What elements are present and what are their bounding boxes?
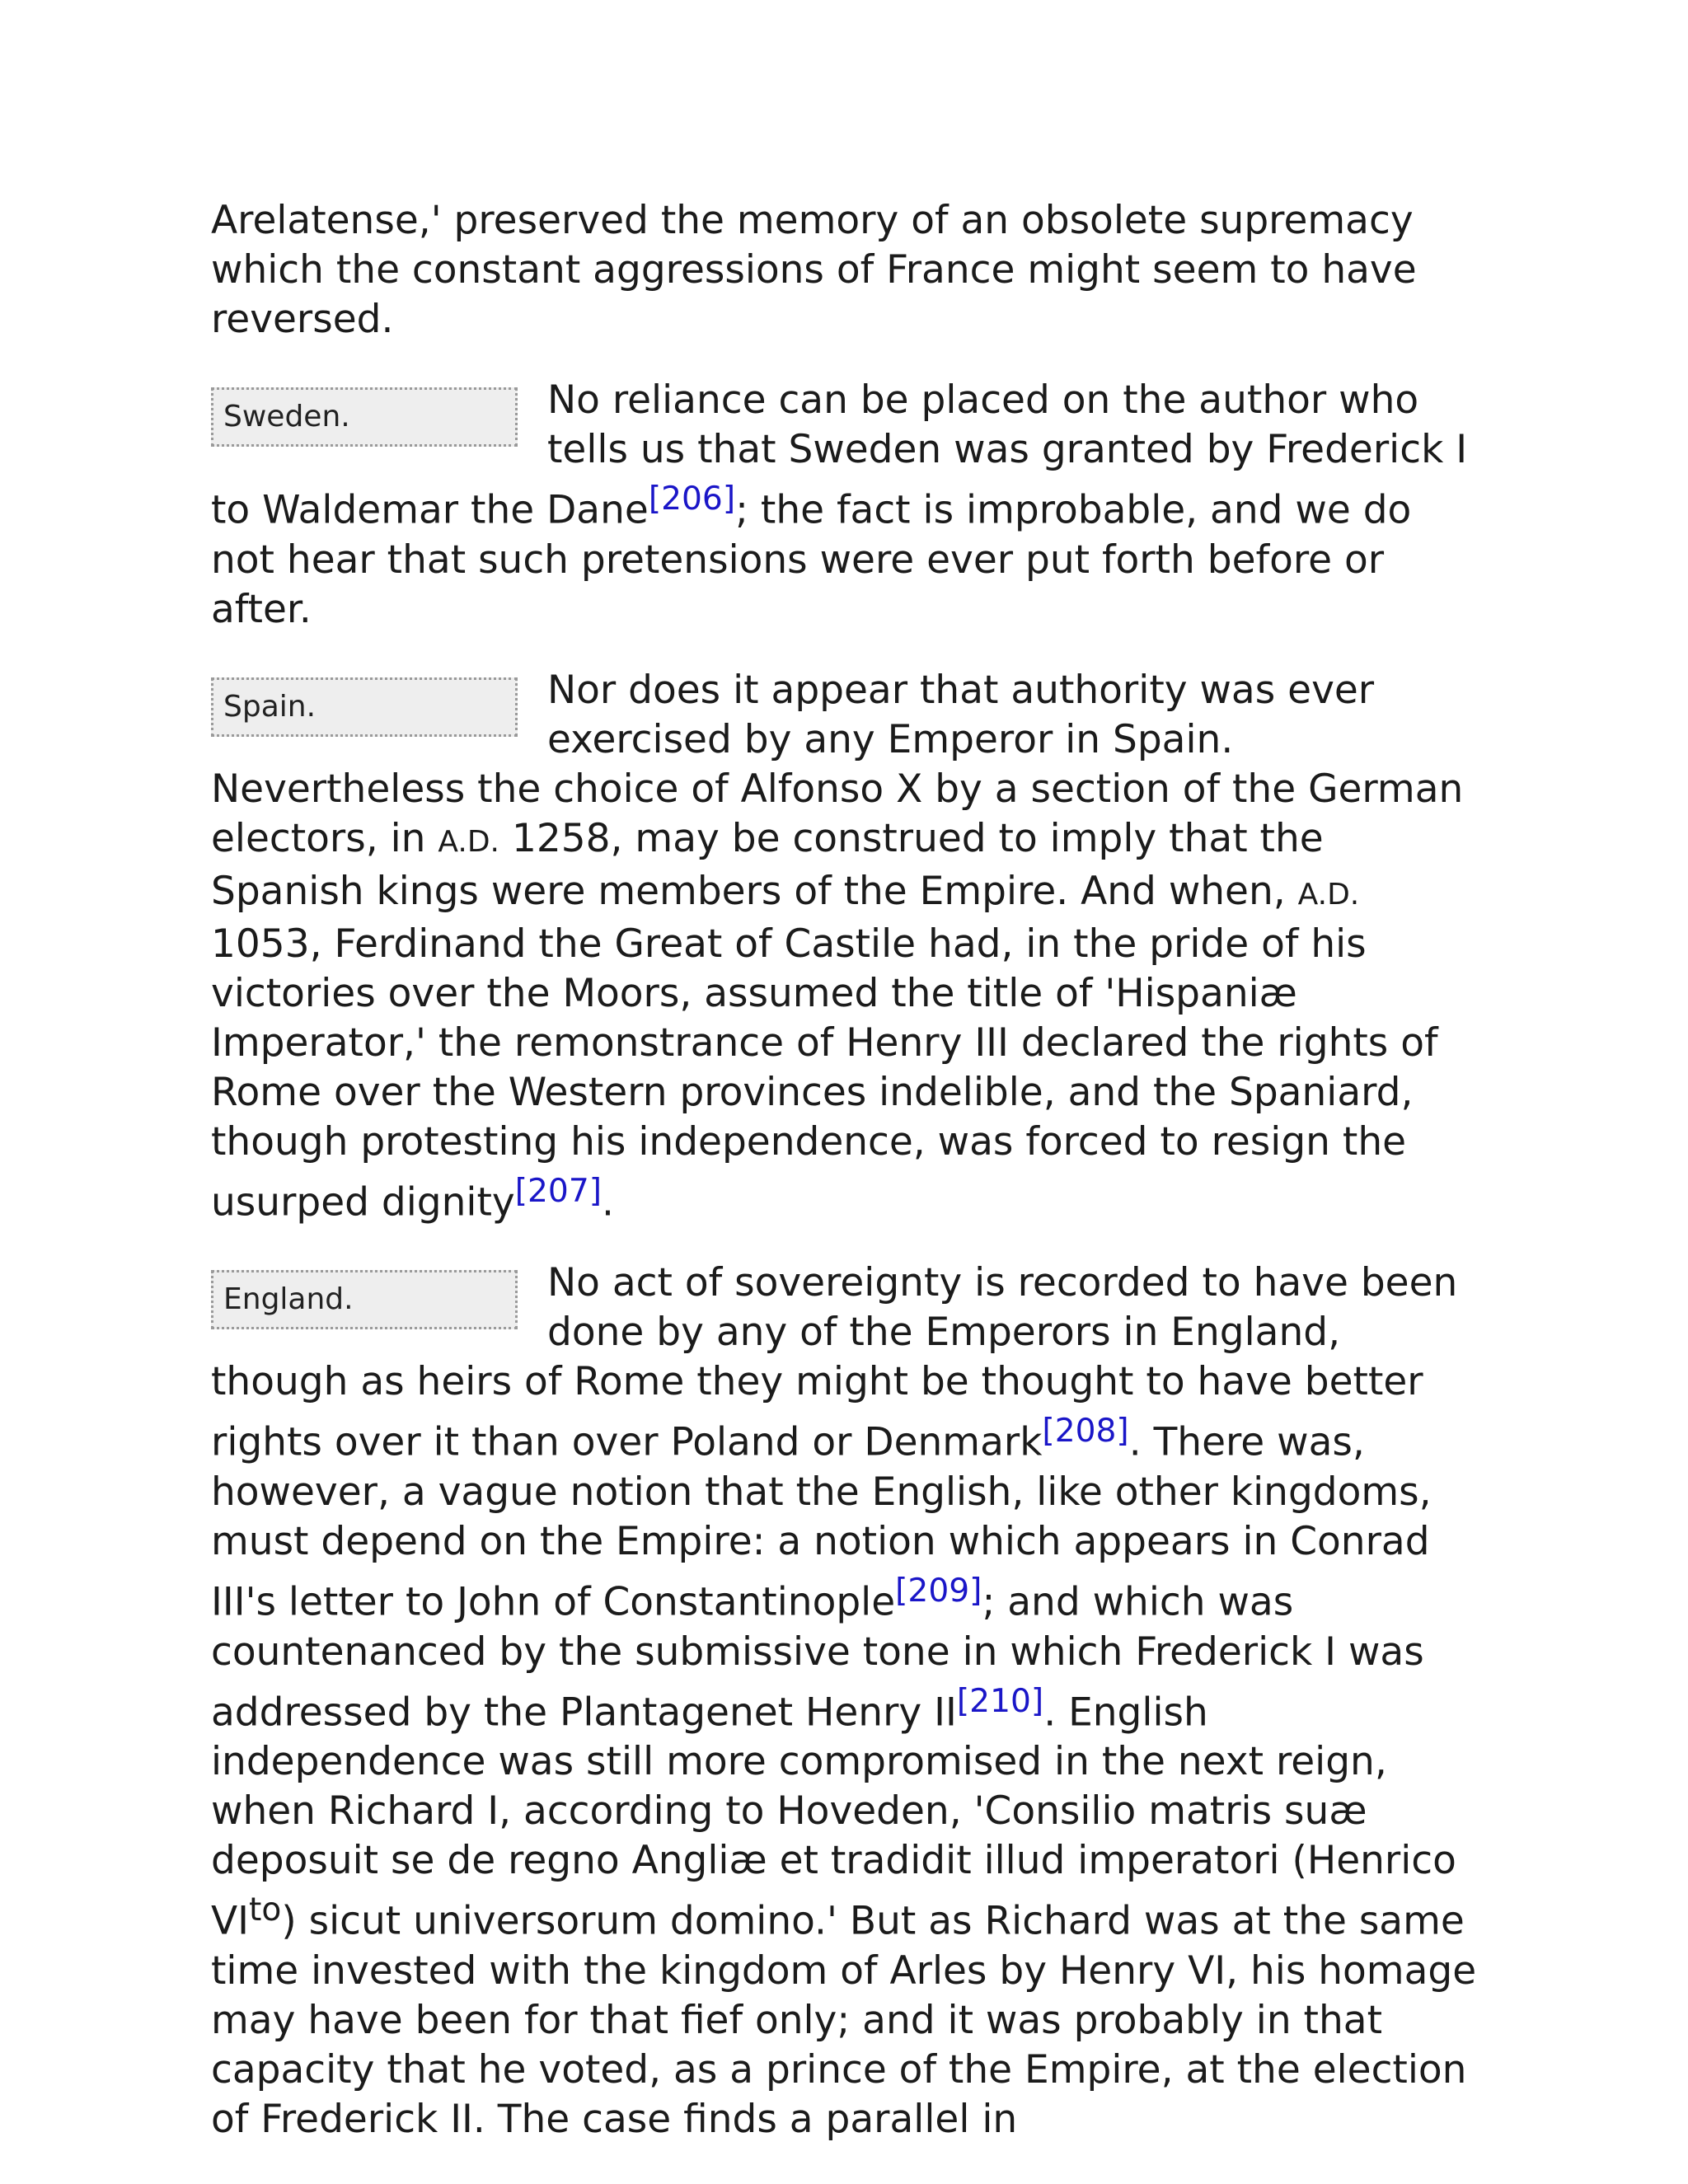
paragraph-arelatense bbox=[211, 196, 1480, 344]
text-segment: ) sicut universorum domino.' But as Richard was at the same time invested with the kingdom of Arles by Henry VI, his homage may have been for that fief only; and it was probably in that capacity that he voted, as a prince of the Empire, at the election of Frederick II. The case finds a parallel in bbox=[211, 1898, 1477, 2142]
text-segment: . English independence was still more compromised in the next reign, when Richard I, according to Hoveden, 'Consilio matris suæ deposuit se de regno Angliæ et tradidit illud imperatori (Henrico VI bbox=[211, 1690, 1456, 1944]
sidenote-spain: Spain. bbox=[211, 677, 518, 737]
footnote-link-209[interactable]: [209] bbox=[895, 1572, 982, 1610]
superscript-to: to bbox=[249, 1891, 282, 1929]
text-segment: 1258, may be construed to imply that the Spanish kings were members of the Empire. And when, bbox=[211, 815, 1324, 914]
text-segment: 1053, Ferdinand the Great of Castile had, in the pride of his victories over the Moors, assumed the title of 'Hispaniæ Imperator,' the remonstrance of Henry III declared the rights of Rome over the Western provinces indelible, and the Spaniard, though protesting his independence, was forced to resign the usurped dignity bbox=[211, 921, 1438, 1226]
text-segment: . bbox=[602, 1179, 614, 1226]
paragraph-sweden bbox=[211, 376, 1480, 635]
text-segment: Arelatense,' preserved the memory of an obsolete supremacy which the constant aggressions of France might seem to have reversed. bbox=[211, 198, 1417, 342]
text-segment: Nor does it appear that authority was ever exercised by any Emperor in Spain. Nevertheless the choice of Alfonso X by a section of the German electors, in bbox=[211, 667, 1464, 861]
text-segment: No reliance can be placed on the author who tells us that Sweden was granted by Frederick I to Waldemar the Dane bbox=[211, 377, 1468, 533]
paragraph-england bbox=[211, 1258, 1480, 2144]
small-caps-ad: A.D. bbox=[1297, 877, 1360, 912]
sidenote-sweden: Sweden. bbox=[211, 387, 518, 447]
text-segment: ; and which was countenanced by the submissive tone in which Frederick I was addressed by the Plantagenet Henry II bbox=[211, 1579, 1424, 1736]
footnote-link-210[interactable]: [210] bbox=[956, 1682, 1044, 1720]
footnote-link-208[interactable]: [208] bbox=[1042, 1413, 1129, 1451]
text-segment: ; the fact is improbable, and we do not hear that such pretensions were ever put forth before or after. bbox=[211, 487, 1412, 632]
sidenote-england: England. bbox=[211, 1270, 518, 1329]
footnote-link-206[interactable]: [206] bbox=[648, 480, 736, 518]
paragraph-spain bbox=[211, 666, 1480, 1228]
text-segment: No act of sovereignty is recorded to have been done by any of the Emperors in England, though as heirs of Rome they might be thought to have better rights over it than over Poland or Denmark bbox=[211, 1260, 1458, 1465]
book-page bbox=[211, 196, 1480, 2176]
footnote-link-207[interactable]: [207] bbox=[514, 1172, 603, 1210]
small-caps-ad: A.D. bbox=[438, 824, 499, 859]
text-segment: . There was, however, a vague notion that the English, like other kingdoms, must depend on the Empire: a notion which appears in Conrad III's letter to John of Constantinople bbox=[211, 1419, 1432, 1625]
